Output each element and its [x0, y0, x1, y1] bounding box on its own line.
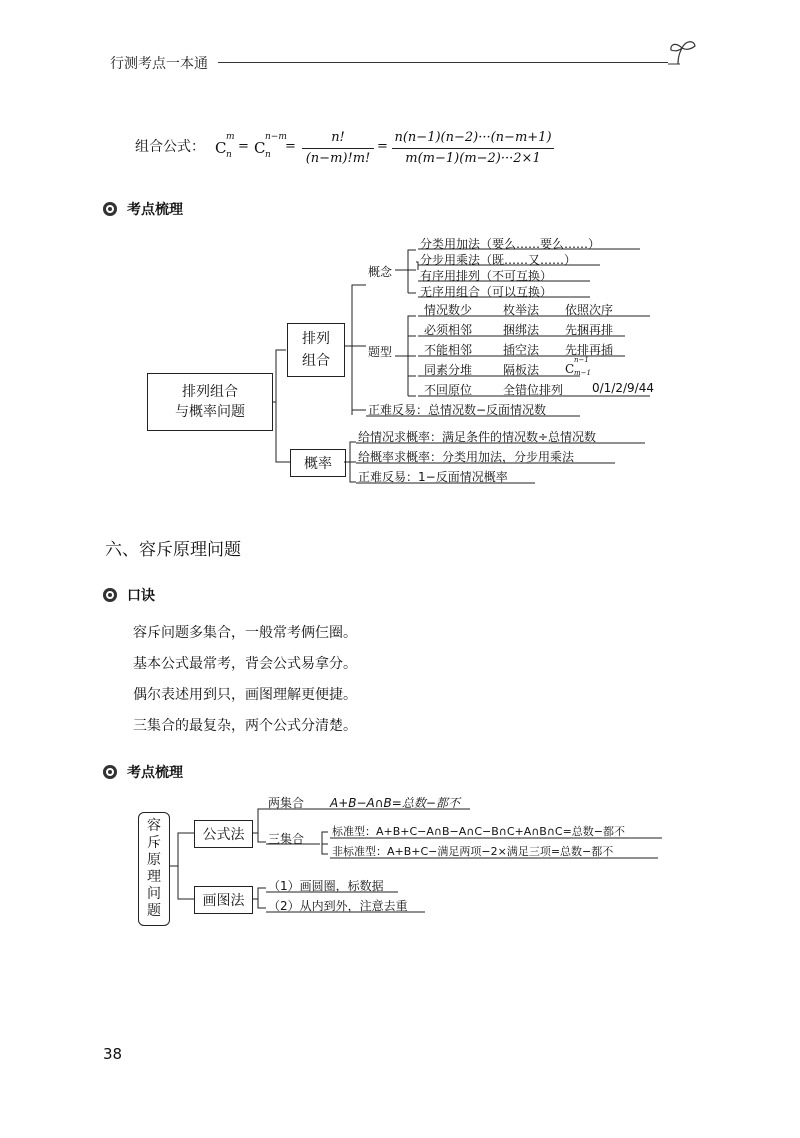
nonstandard-formula: 非标准型：A+B+C−满足两项−2×满足三项=总数−都不: [332, 845, 614, 858]
formula-frac2-num: n(n−1)(n−2)···(n−m+1): [394, 130, 552, 145]
draw-item: （1）画圆圈，标数据: [268, 879, 384, 893]
formula-frac2-den: m(m−1)(m−2)···2×1: [405, 151, 541, 166]
running-title: 行测考点一本通: [110, 56, 208, 72]
verse-line: 容斥问题多集合，一般常考俩仨圈。: [133, 625, 357, 641]
type-cell: 依照次序: [565, 303, 614, 317]
verse-line: 基本公式最常考，背会公式易拿分。: [133, 656, 357, 672]
standard-formula: 标准型：A+B+C−A∩B−A∩C−B∩C+A∩B∩C=总数−都不: [332, 825, 625, 838]
type-cell: 同素分堆: [424, 363, 473, 377]
gailv-item: 给情况求概率：满足条件的情况数÷总情况数: [358, 430, 597, 444]
concept-item: 无序用组合（可以互换）: [420, 285, 553, 299]
formula-label: 组合公式：: [135, 139, 205, 155]
concept-item: 分步用乘法（既……又……）: [420, 253, 577, 267]
formula-frac1-num: n!: [331, 130, 345, 145]
gailv-item: 给概率求概率：分类用加法，分步用乘法: [358, 450, 575, 464]
drawing-method-box: 画图法: [194, 886, 253, 914]
formula-method-box: 公式法: [194, 820, 253, 848]
two-sets-formula: A+B−A∩B=总数−都不: [330, 796, 460, 810]
type-cell: 不回原位: [424, 383, 473, 397]
draw-item: （2）从内到外，注意去重: [268, 899, 408, 913]
type-cell: 先捆再排: [565, 323, 614, 337]
concept-label: 概念: [368, 265, 393, 279]
type-cell: 枚举法: [503, 303, 540, 317]
section-6-title: 六、容斥原理问题: [105, 540, 241, 560]
geban-formula: C n−1 m−1: [565, 356, 591, 377]
type-label: 题型: [368, 345, 393, 359]
tree1-root: 排列组合 与概率问题: [147, 373, 273, 431]
type-cell: 插空法: [503, 343, 540, 357]
type-cell: 必须相邻: [424, 323, 473, 337]
section-mark-kaodian-2: 考点梳理: [103, 762, 183, 782]
section-mark-koujue: 口诀: [103, 585, 155, 605]
tree2-root: 容 斥 原 理 问 题: [138, 812, 170, 926]
type-cell: 全错位排列: [503, 383, 564, 397]
verse-line: 三集合的最复杂，两个公式分清楚。: [133, 718, 357, 734]
section-mark-kaodian-1: 考点梳理: [103, 199, 183, 219]
type-cell: 情况数少: [424, 303, 473, 317]
type-cell: 隔板法: [503, 363, 540, 377]
type-cell: 不能相邻: [424, 343, 473, 357]
tree1-branch-pailie: 排列 组合: [287, 323, 345, 377]
formula-eq3: =: [377, 139, 388, 154]
type-cell: 先排再插: [565, 343, 614, 357]
three-sets-label: 三集合: [268, 832, 305, 846]
type-cell: 捆绑法: [503, 323, 540, 337]
gailv-item: 正难反易：1−反面情况概率: [358, 470, 508, 484]
verse-line: 偶尔表述用到只，画图理解更便捷。: [133, 687, 357, 703]
tree1-branch-gailv: 概率: [290, 449, 346, 477]
formula-eq2: =: [285, 139, 296, 154]
type-cell: 0/1/2/9/44: [592, 381, 654, 395]
formula-c1: C m n: [215, 132, 235, 160]
concept-item: 有序用排列（不可互换）: [420, 269, 553, 283]
formula-eq1: =: [238, 139, 249, 154]
page-number: 38: [103, 1045, 123, 1063]
concept-item: 分类用加法（要么……要么……）: [420, 237, 601, 251]
two-sets-label: 两集合: [268, 796, 305, 810]
formula-frac1-den: (n−m)!m!: [305, 151, 371, 166]
pailie-tail: 正难反易：总情况数−反面情况数: [368, 403, 547, 417]
formula-c2: C n−m n: [254, 132, 287, 160]
